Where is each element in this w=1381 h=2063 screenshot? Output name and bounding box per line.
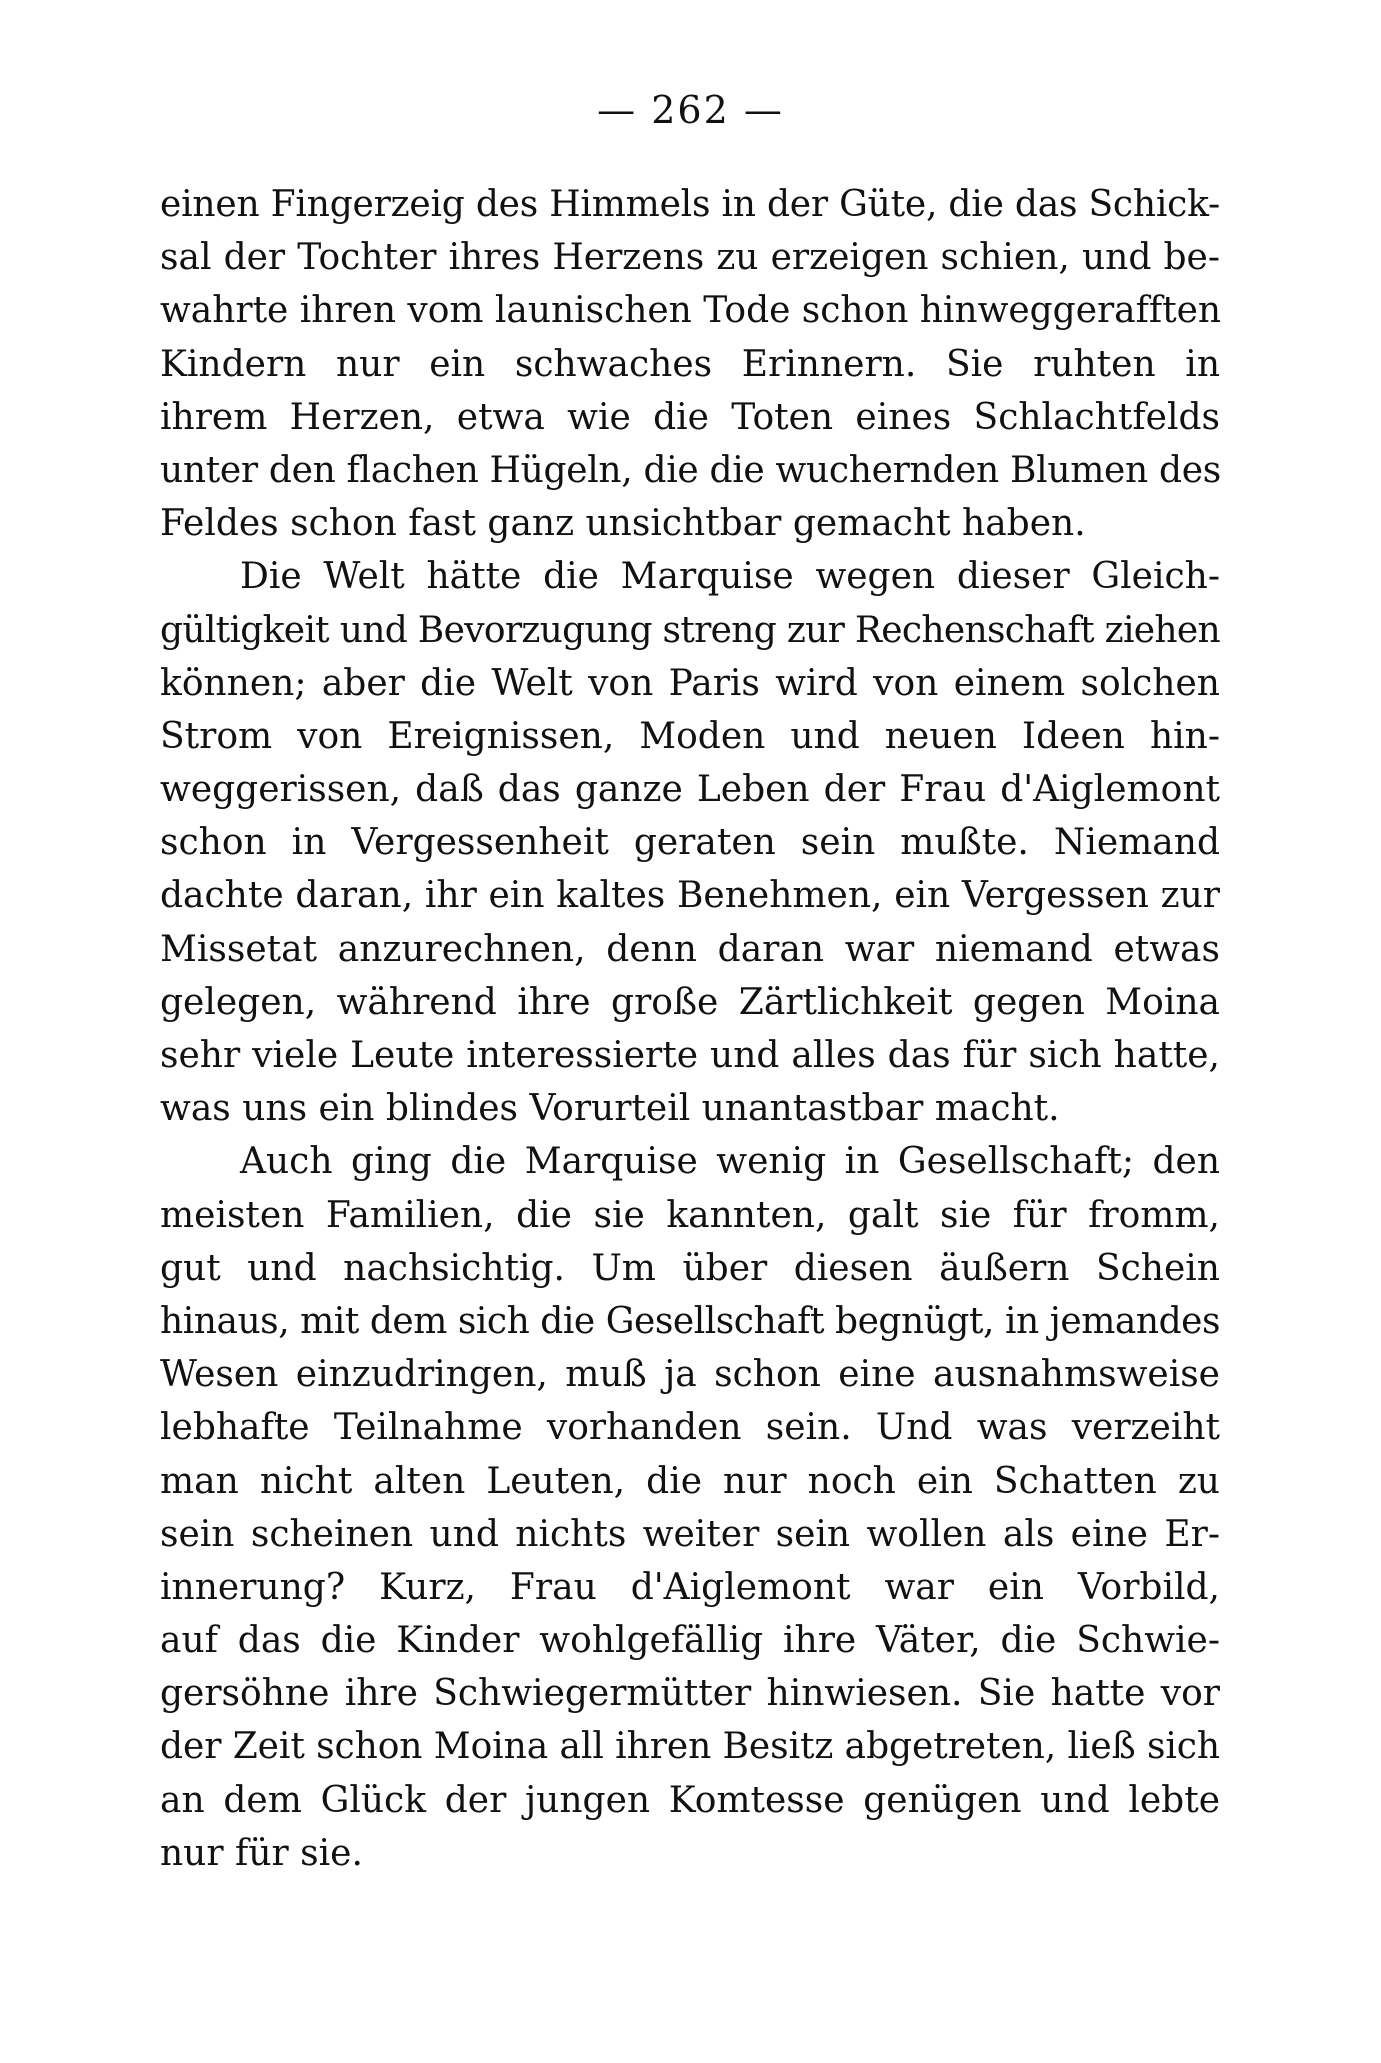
text-line: sehr viele Leute interessierte und alles das für sich hatte, xyxy=(160,1035,1220,1076)
text-line: hinaus, mit dem sich die Gesellschaft begnügt, in jemandes xyxy=(160,1300,1220,1342)
text-line: an dem Glück der jungen Komtesse genügen und lebte xyxy=(160,1779,1220,1821)
text-line: auf das die Kinder wohlgefällig ihre Väter, die Schwie- xyxy=(160,1620,1220,1662)
text-line: gut und nachsichtig. Um über diesen äußern Schein xyxy=(160,1247,1220,1289)
text-line: gültigkeit und Bevorzugung streng zur Rechenschaft ziehen xyxy=(160,609,1220,651)
text-line: der Zeit schon Moina all ihren Besitz abgetreten, ließ sich xyxy=(160,1726,1221,1768)
text-line: lebhafte Teilnahme vorhanden sein. Und was verzeiht xyxy=(160,1407,1220,1449)
text-line: Auch ging die Marquise wenig in Gesellschaft; den xyxy=(240,1141,1220,1183)
text-line: innerung? Kurz, Frau d'Aiglemont war ein Vorbild, xyxy=(160,1566,1220,1608)
text-line: weggerissen, daß das ganze Leben der Frau d'Aiglemont xyxy=(160,769,1220,811)
text-line: Kindern nur ein schwaches Erinnern. Sie ruhten in xyxy=(160,343,1220,385)
text-line: gelegen, während ihre große Zärtlichkeit gegen Moina xyxy=(160,981,1220,1023)
text-line: was uns ein blindes Vorurteil unantastbar macht. xyxy=(160,1088,1060,1130)
text-line: dachte daran, ihr ein kaltes Benehmen, ein Vergessen zur xyxy=(160,875,1220,917)
text-line: nur für sie. xyxy=(160,1832,363,1874)
text-line: gersöhne ihre Schwiegermütter hinwiesen. Sie hatte vor xyxy=(160,1673,1220,1715)
text-line: meisten Familien, die sie kannten, galt sie für fromm, xyxy=(160,1194,1220,1236)
text-line: Die Welt hätte die Marquise wegen dieser Gleich- xyxy=(240,556,1220,598)
text-line: einen Fingerzeig des Himmels in der Güte, die das Schick- xyxy=(160,184,1221,225)
page-number: — 262 — xyxy=(597,88,784,132)
text-line: unter den flachen Hügeln, die die wuchernden Blumen des xyxy=(160,449,1221,491)
text-line: ihrem Herzen, etwa wie die Toten eines Schlachtfelds xyxy=(160,396,1220,438)
text-line: können; aber die Welt von Paris wird von einem solchen xyxy=(160,662,1220,704)
text-line: Wesen einzudringen, muß ja schon eine ausnahmsweise xyxy=(160,1354,1220,1396)
text-line: Missetat anzurechnen, denn daran war niemand etwas xyxy=(160,928,1220,970)
text-line: sein scheinen und nichts weiter sein wollen als eine Er- xyxy=(160,1513,1220,1555)
body-text xyxy=(160,178,1220,1880)
text-line: man nicht alten Leuten, die nur noch ein Schatten zu xyxy=(160,1460,1220,1502)
text-line: Strom von Ereignissen, Moden und neuen Ideen hin- xyxy=(160,715,1220,757)
text-line: wahrte ihren vom launischen Tode schon hinweggerafften xyxy=(160,290,1222,332)
text-line: sal der Tochter ihres Herzens zu erzeigen schien, und be- xyxy=(160,237,1220,279)
text-line: Feldes schon fast ganz unsichtbar gemacht haben. xyxy=(160,503,1086,545)
text-line: schon in Vergessenheit geraten sein mußte. Niemand xyxy=(160,822,1220,864)
